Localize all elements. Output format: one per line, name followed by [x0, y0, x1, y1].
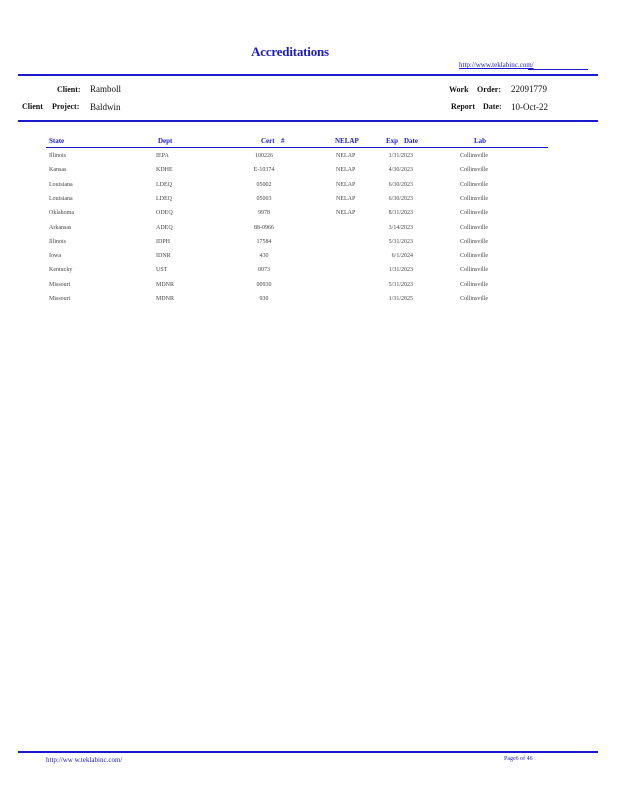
col-header-number: # — [281, 137, 285, 145]
table-cell-exp: 5/31/2023 — [388, 281, 413, 288]
table-cell-exp: 1/31/2023 — [388, 267, 413, 274]
col-header-dept: Dept — [158, 137, 173, 145]
work-label: Work — [449, 85, 469, 94]
table-cell-state: Louisiana — [49, 195, 73, 202]
table-cell-exp: 5/31/2023 — [388, 238, 413, 245]
table-cell-state: Illinois — [49, 238, 67, 245]
table-cell-lab: Collinsville — [460, 181, 489, 188]
table-cell-cert: 88-0966 — [254, 224, 274, 231]
date-value: 10-Oct-22 — [511, 102, 548, 112]
table-cell-state: Louisiana — [49, 181, 73, 188]
table-cell-lab: Collinsville — [460, 253, 489, 260]
table-cell-state: Iowa — [49, 253, 61, 260]
table-cell-cert: 0073 — [258, 267, 270, 274]
table-cell-lab: Collinsville — [460, 195, 489, 202]
header-url-link[interactable]: http://www.teklabinc.com/ — [459, 61, 534, 69]
table-cell-state: Missouri — [49, 296, 71, 302]
table-cell-exp: 6/30/2023 — [388, 181, 413, 188]
col-header-exp: Exp — [386, 137, 399, 145]
table-cell-dept: KDHE — [156, 167, 173, 174]
footer-divider — [18, 751, 598, 753]
order-label: Order: — [477, 85, 501, 94]
table-cell-state: Missouri — [49, 281, 71, 288]
header-divider-bottom — [18, 120, 598, 122]
col-header-state: State — [49, 137, 65, 145]
table-cell-lab: Collinsville — [460, 296, 489, 302]
table-cell-exp: 8/31/2023 — [388, 210, 413, 217]
table-cell-exp: 1/31/2023 — [388, 153, 413, 159]
header-url-underline — [528, 69, 588, 70]
table-cell-state: Arkansas — [49, 224, 72, 231]
table-cell-lab: Collinsville — [460, 153, 489, 159]
table-header-rule — [46, 147, 548, 148]
table-cell-lab: Collinsville — [460, 238, 489, 245]
col-header-cert: Cert — [261, 137, 275, 145]
date-label: Date: — [483, 102, 502, 111]
table-cell-cert: 430 — [259, 253, 269, 260]
header-divider-top — [18, 74, 598, 76]
table-cell-nelap: NELAP — [336, 210, 356, 217]
table-cell-lab: Collinsville — [460, 224, 489, 231]
table-cell-nelap: NELAP — [336, 181, 356, 188]
table-cell-cert: 17584 — [256, 238, 272, 245]
table-cell-cert: 100226 — [255, 153, 273, 159]
client-label: Client: — [57, 85, 81, 94]
table-cell-exp: 6/1/2024 — [391, 253, 413, 260]
table-cell-dept: IEPA — [156, 153, 169, 159]
table-cell-dept: ODEQ — [156, 210, 173, 217]
table-cell-nelap: NELAP — [336, 195, 356, 202]
table-cell-nelap: NELAP — [336, 167, 356, 174]
client-value: Ramboll — [90, 84, 121, 94]
table-cell-cert: 05003 — [256, 195, 272, 202]
report-label: Report — [451, 102, 475, 111]
table-cell-lab: Collinsville — [460, 167, 489, 174]
table-cell-nelap: NELAP — [336, 153, 356, 159]
project-value: Baldwin — [90, 102, 121, 112]
table-cell-lab: Collinsville — [460, 281, 489, 288]
page-number: Page6 of 46 — [504, 756, 533, 762]
table-cell-dept: IDPH — [156, 238, 171, 245]
col-header-date: Date — [404, 137, 418, 145]
col-header-nelap: NELAP — [335, 137, 359, 145]
table-cell-lab: Collinsville — [460, 210, 489, 217]
table-cell-exp: 1/31/2025 — [388, 296, 413, 302]
project-label: Project: — [52, 102, 80, 111]
table-cell-dept: UST — [156, 267, 168, 274]
table-cell-cert: 00930 — [256, 281, 272, 288]
page-title: Accreditations — [251, 44, 329, 59]
order-value: 22091779 — [511, 84, 547, 94]
table-cell-dept: MDNR — [156, 296, 175, 302]
table-cell-dept: MDNR — [156, 281, 175, 288]
table-cell-cert: 9978 — [258, 210, 270, 217]
table-cell-state: Oklahoma — [49, 210, 74, 217]
table-cell-state: Kentucky — [49, 267, 73, 274]
table-cell-dept: LDEQ — [156, 181, 172, 188]
footer-url-link[interactable]: http://ww w.teklabinc.com/ — [46, 756, 123, 764]
table-cell-dept: IDNR — [156, 253, 171, 260]
table-cell-state: Kansas — [49, 167, 67, 174]
table-cell-exp: 6/30/2023 — [388, 195, 413, 202]
table-cell-dept: ADEQ — [156, 224, 173, 231]
table-cell-cert: 05002 — [256, 181, 272, 188]
table-cell-exp: 4/30/2023 — [388, 167, 413, 174]
table-cell-state: Illinois — [49, 153, 67, 159]
table-cell-dept: LDEQ — [156, 195, 172, 202]
table-cell-cert: E-10374 — [253, 167, 275, 174]
table-cell-lab: Collinsville — [460, 267, 489, 274]
client-prefix-label: Client — [22, 102, 43, 111]
table-cell-exp: 3/14/2023 — [388, 224, 413, 231]
table-cell-cert: 930 — [259, 296, 269, 302]
col-header-lab: Lab — [474, 137, 487, 145]
